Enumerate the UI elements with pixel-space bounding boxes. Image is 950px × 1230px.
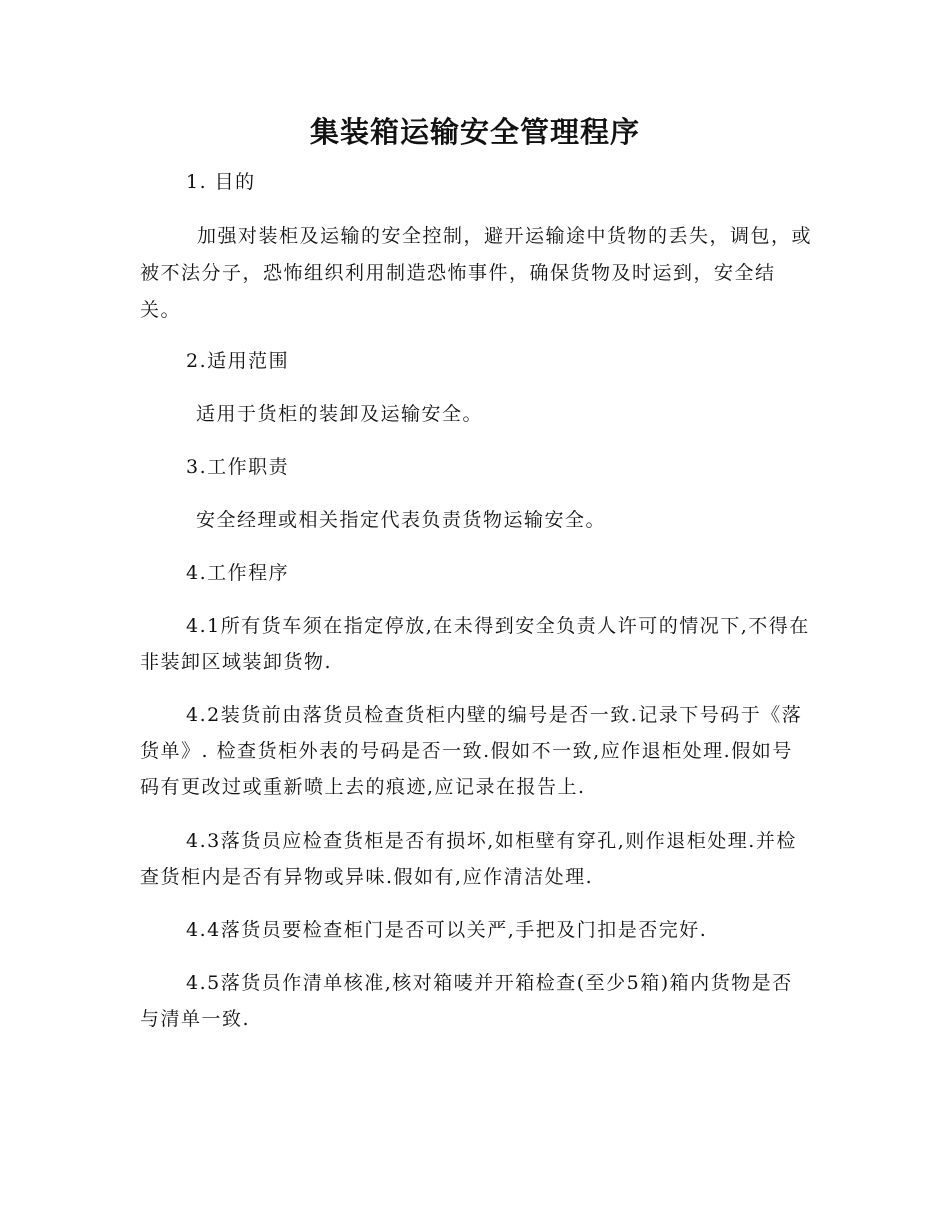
- document-title: 集装箱运输安全管理程序: [309, 115, 640, 149]
- section-body-scope: 适用于货柜的装卸及运输安全。: [196, 403, 484, 425]
- procedure-item-4-3: 4.3落货员应检查货柜是否有损坏,如柜壁有穿孔,则作退柜处理.并检查货柜内是否有异物或异味.假如有,应作清洁处理.: [140, 830, 797, 888]
- procedure-item-4-5: 4.5落货员作清单核准,核对箱唛并开箱检查(至少5箱)箱内货物是否与清单一致.: [140, 972, 793, 1030]
- procedure-item-4-1: 4.1所有货车须在指定停放,在未得到安全负责人许可的情况下,不得在非装卸区域装卸货物.: [140, 615, 810, 673]
- section-heading-scope: 2.适用范围: [186, 350, 290, 372]
- procedure-item-4-4: 4.4落货员要检查柜门是否可以关严,手把及门扣是否完好.: [186, 919, 708, 941]
- section-heading-procedure: 4.工作程序: [186, 562, 290, 584]
- section-heading-duty: 3.工作职责: [186, 456, 290, 478]
- section-body-duty: 安全经理或相关指定代表负责货物运输安全。: [196, 509, 607, 531]
- section-heading-purpose: 1. 目的: [186, 171, 256, 193]
- section-body-purpose: 加强对装柜及运输的安全控制，避开运输途中货物的丢失，调包，或被不法分子，恐怖组织利用制造恐怖事件，确保货物及时运到，安全结关。: [140, 225, 813, 321]
- procedure-item-4-2: 4.2装货前由落货员检查货柜内壁的编号是否一致.记录下号码于《落货单》. 检查货柜外表的号码是否一致.假如不一致,应作退柜处理.假如号码有更改过或重新喷上去的痕迹,应记录在报告上.: [140, 704, 803, 798]
